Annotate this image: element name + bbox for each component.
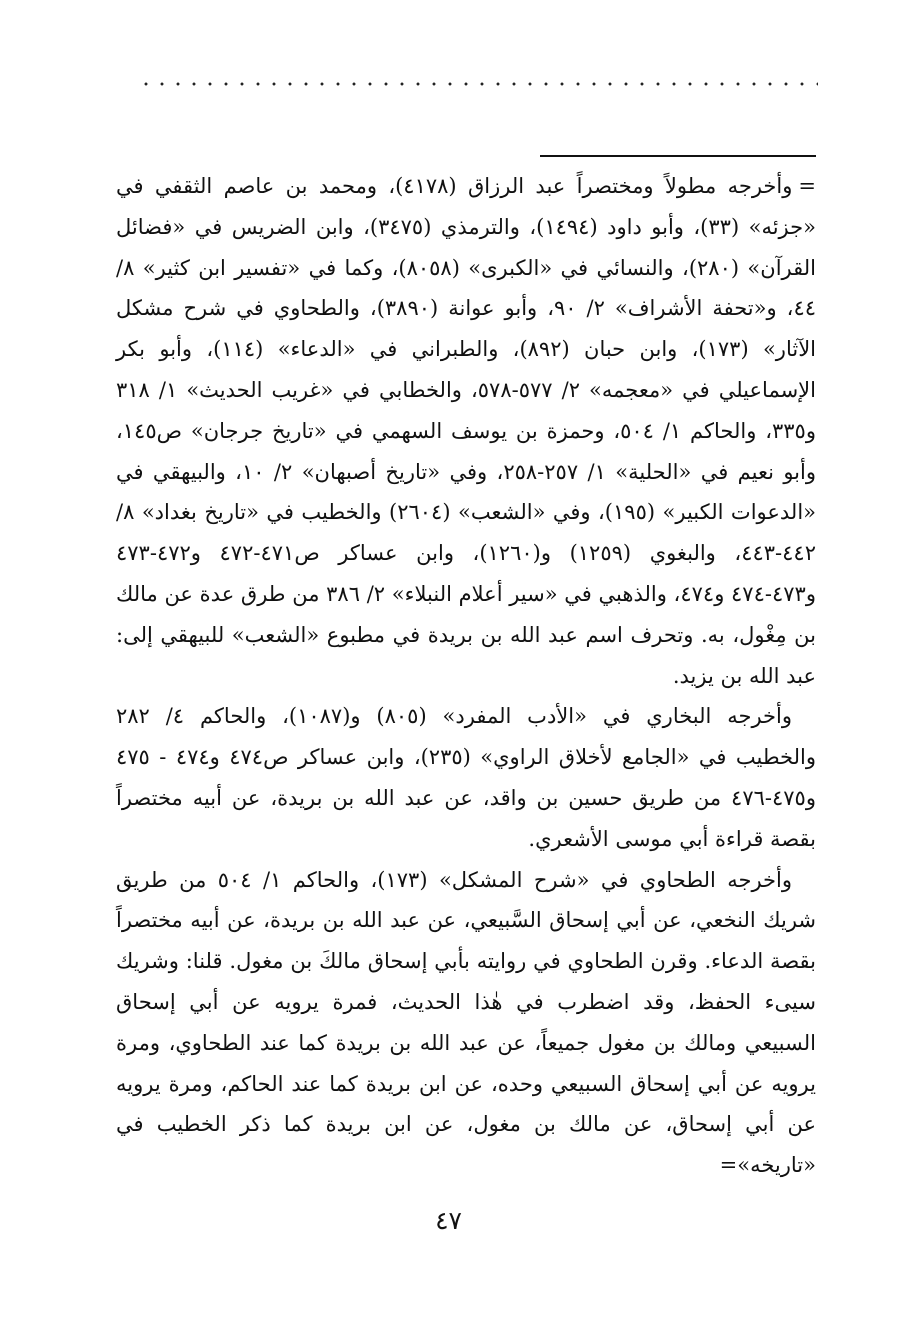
page-number: ٤٧ (435, 1206, 462, 1235)
footnote-paragraph-1 (116, 166, 816, 696)
footnote-rule (540, 155, 816, 157)
dotted-separator (138, 80, 818, 88)
footnote-paragraph-2 (116, 696, 816, 859)
paragraph-text: وأخرجه البخاري في «الأدب المفرد» (٨٠٥) و(١٠٨٧)، والحاكم ٤/ ٢٨٢ والخطيب في «الجامع لأخلاق الراوي» (٢٣٥)، وابن عساكر ص٤٧٤ و٤٧٤ - ٤٧٥ و٤٧٥-٤٧٦ من طريق حسين بن واقد، عن عبد الله بن بريدة، عن أبيه مختصراً بقصة قراءة أبي موسى الأشعري. (116, 704, 816, 851)
paragraph-text: وأخرجه الطحاوي في «شرح المشكل» (١٧٣)، والحاكم ١/ ٥٠٤ من طريق شريك النخعي، عن أبي إسحاق السَّبيعي، عن عبد الله بن بريدة، عن أبيه مختصراً بقصة الدعاء. وقرن الطحاوي في روايته بأبي إسحاق مالكَ بن مغول. قلنا: وشريك سيىء الحفظ، وقد اضطرب في هٰذا الحديث، فمرة يرويه عن أبي إسحاق السبيعي ومالك بن مغول جميعاً، عن عبد الله بن بريدة كما عند الطحاوي، ومرة يرويه عن أبي إسحاق السبيعي وحده، عن ابن بريدة كما عند الحاكم، ومرة يرويه عن أبي إسحاق، عن مالك بن مغول، عن ابن بريدة كما ذكر الخطيب في «تاريخه»= (116, 867, 816, 1178)
paragraph-text: وأخرجه مطولاً ومختصراً عبد الرزاق (٤١٧٨)، ومحمد بن عاصم الثقفي في «جزئه» (٣٣)، وأبو داود (١٤٩٤)، والترمذي (٣٤٧٥)، وابن الضريس في «فضائل القرآن» (٢٨٠)، والنسائي في «الكبرى» (٨٠٥٨)، وكما في «تفسير ابن كثير» ٨/ ٤٤، و«تحفة الأشراف» ٢/ ٩٠، وأبو عوانة (٣٨٩٠)، والطحاوي في شرح مشكل الآثار» (١٧٣)، وابن حبان (٨٩٢)، والطبراني في «الدعاء» (١١٤)، وأبو بكر الإسماعيلي في «معجمه» ٢/ ٥٧٧-٥٧٨، والخطابي في «غريب الحديث» ١/ ٣١٨ و٣٣٥، والحاكم ١/ ٥٠٤، وحمزة بن يوسف السهمي في «تاريخ جرجان» ص١٤٥، وأبو نعيم في «الحلية» ١/ ٢٥٧-٢٥٨، وفي «تاريخ أصبهان» ٢/ ١٠، والبيهقي في «الدعوات الكبير» (١٩٥)، وفي «الشعب» (٢٦٠٤) والخطيب في «تاريخ بغداد» ٨/ ٤٤٢-٤٤٣، والبغوي (١٢٥٩) و(١٢٦٠)، وابن عساكر ص٤٧١-٤٧٢ و٤٧٢-٤٧٣ و٤٧٣-٤٧٤ و٤٧٤، والذهبي في «سير أعلام النبلاء» ٢/ ٣٨٦ من طرق عدة عن مالك بن مِغْول، به. وتحرف اسم عبد الله بن بريدة في مطبوع «الشعب» للبيهقي إلى: عبد الله بن يزيد. (116, 174, 817, 688)
footnote-block (116, 166, 816, 1186)
continuation-mark: = (798, 174, 816, 198)
footnote-paragraph-3 (116, 860, 816, 1186)
